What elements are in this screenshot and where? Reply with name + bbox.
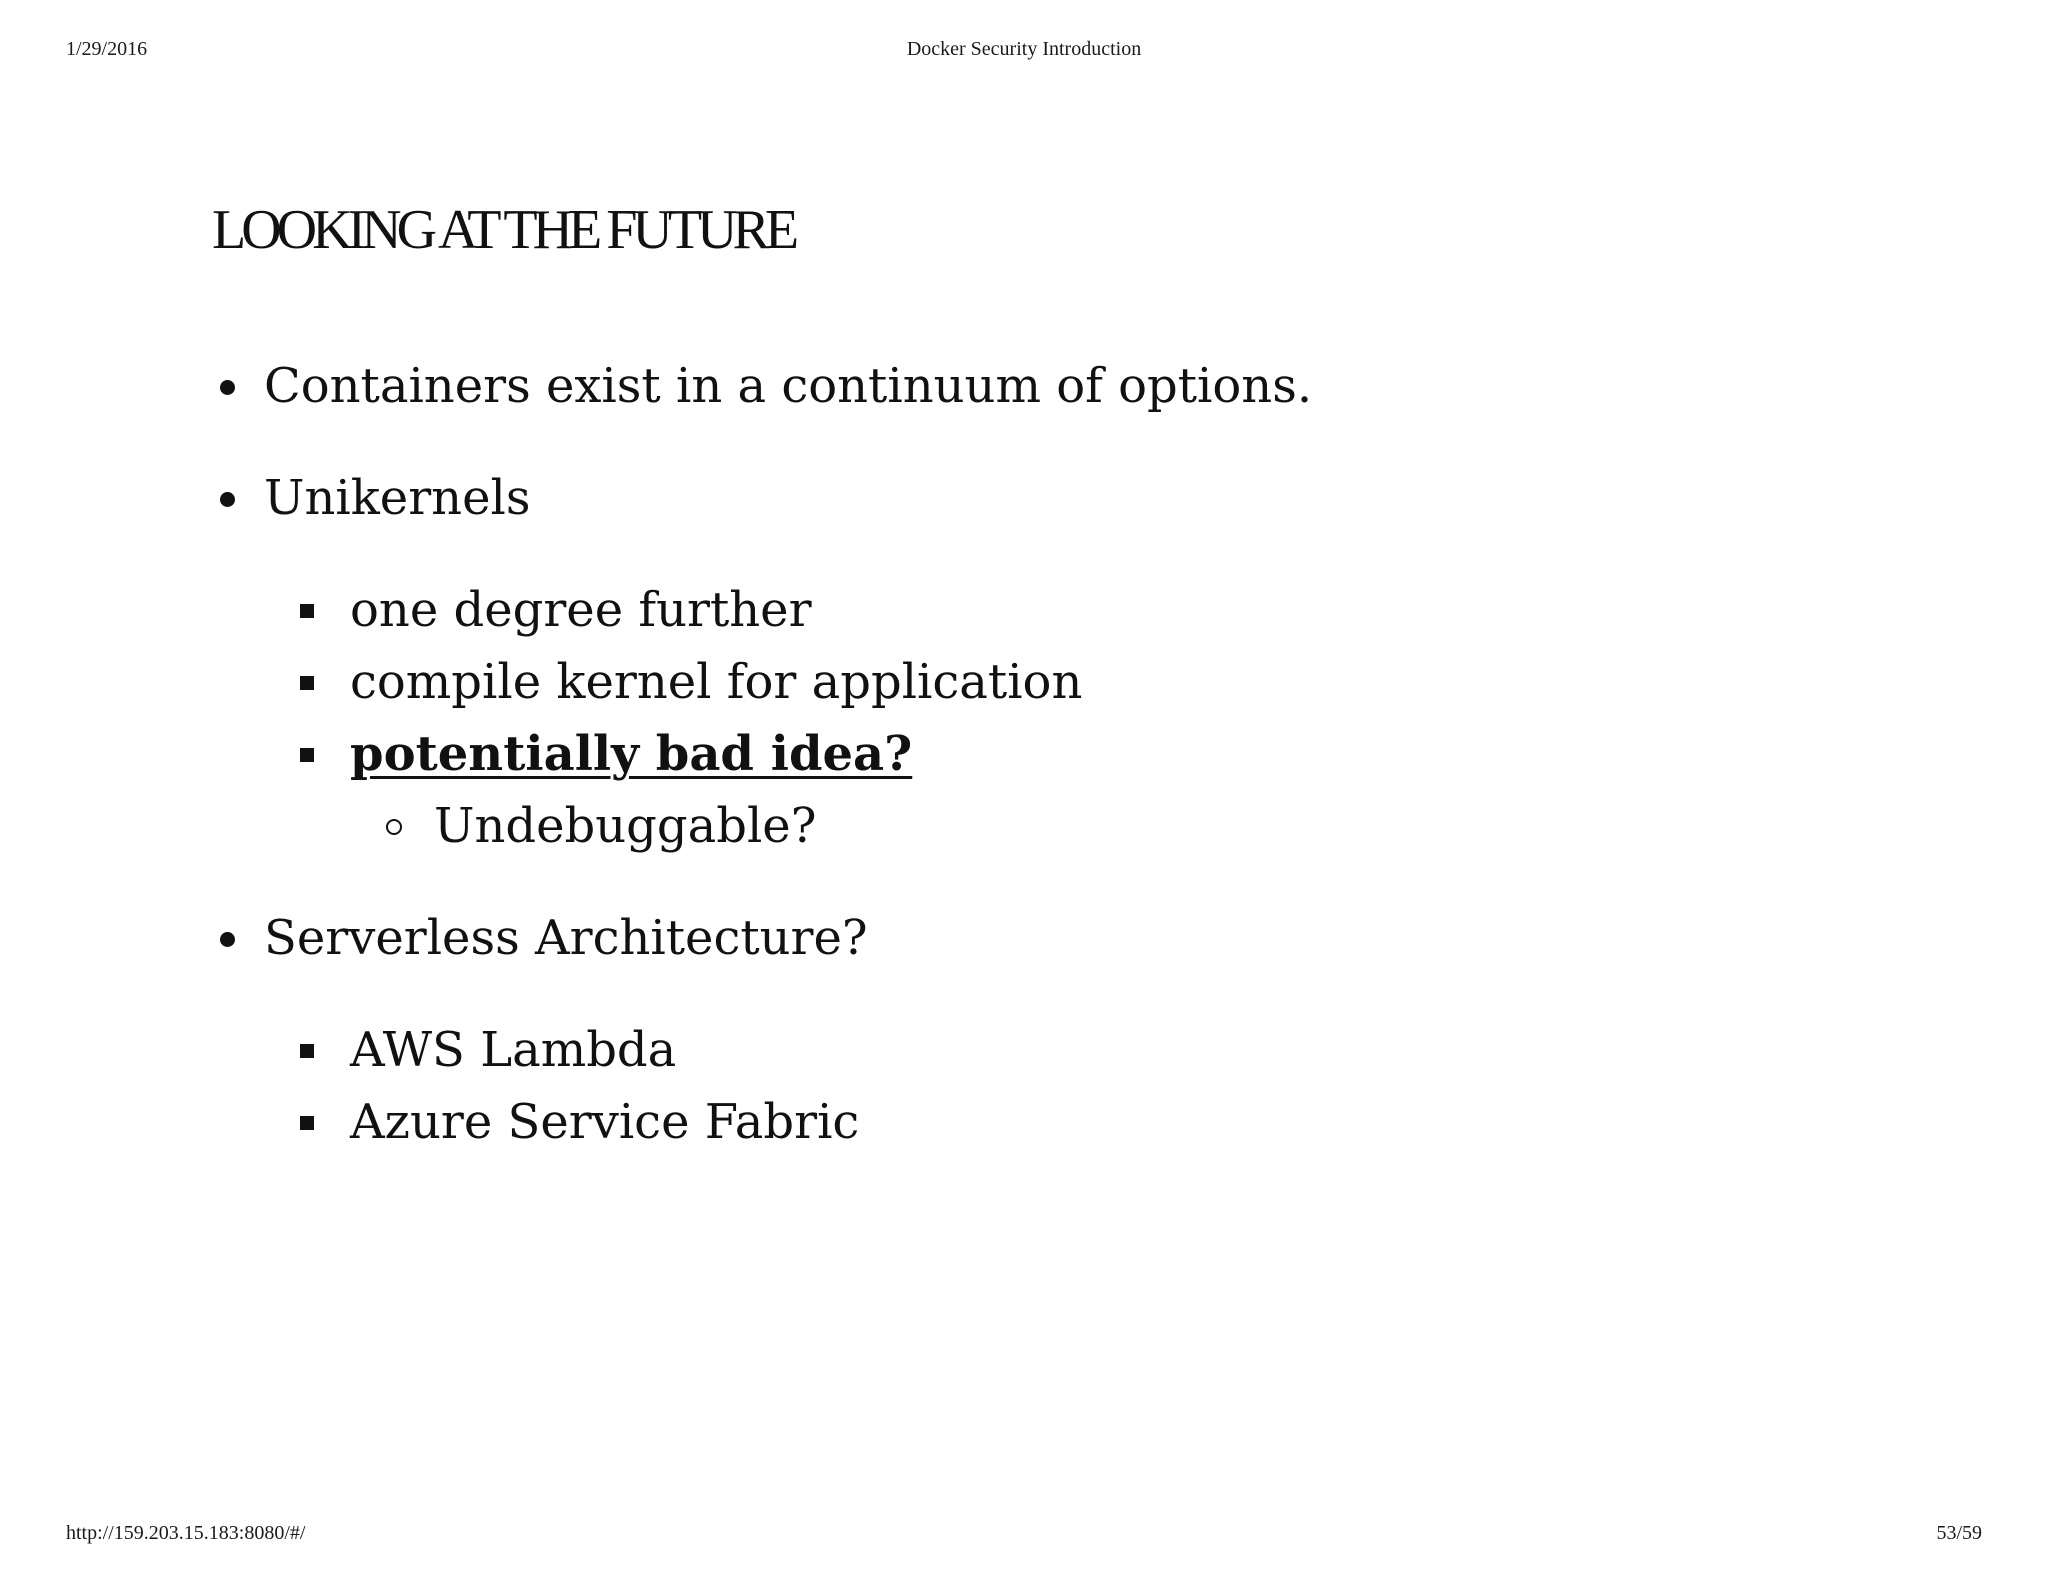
sub-sub-bullet-item: [212, 790, 1912, 862]
circle-bullet-icon: [386, 819, 402, 835]
sub-bullet-text: one degree further: [350, 582, 812, 638]
print-document-title: Docker Security Introduction: [906, 38, 1142, 60]
square-bullet-icon: [300, 1116, 314, 1130]
sub-bullet-item: [212, 1014, 1912, 1086]
sub-bullet-item: [212, 1086, 1912, 1158]
disc-bullet-icon: [220, 380, 235, 395]
sub-bullet-text: Azure Service Fabric: [350, 1094, 860, 1150]
sub-bullet-item: [212, 574, 1912, 646]
bullet-list-continued: [212, 902, 1912, 974]
slide-content: [212, 350, 1912, 1158]
bullet-item-serverless: [212, 902, 1912, 974]
sub-bullet-list-serverless: [212, 1014, 1912, 1158]
sub-bullet-text: AWS Lambda: [350, 1022, 677, 1078]
slide-title: LOOKING AT THE FUTURE: [212, 199, 795, 261]
square-bullet-icon: [300, 676, 314, 690]
bullet-text: Containers exist in a continuum of options.: [264, 358, 1313, 414]
square-bullet-icon: [300, 748, 314, 762]
print-url: http://159.203.15.183:8080/#/: [66, 1522, 306, 1544]
print-page-number: 53/59: [1936, 1522, 1982, 1544]
disc-bullet-icon: [220, 932, 235, 947]
square-bullet-icon: [300, 1044, 314, 1058]
disc-bullet-icon: [220, 492, 235, 507]
sub-bullet-item-emphasized: [212, 718, 1912, 790]
sub-bullet-text-emphasized: potentially bad idea?: [350, 726, 913, 782]
bullet-text: Unikernels: [264, 470, 531, 526]
bullet-list: [212, 350, 1912, 534]
sub-bullet-item: [212, 646, 1912, 718]
bullet-item-containers: [212, 350, 1912, 422]
bullet-item-unikernels: [212, 462, 1912, 534]
sub-bullet-text: compile kernel for application: [350, 654, 1083, 710]
sub-bullet-list-unikernels: [212, 574, 1912, 862]
bullet-text: Serverless Architecture?: [264, 910, 868, 966]
square-bullet-icon: [300, 604, 314, 618]
sub-sub-bullet-text: Undebuggable?: [434, 798, 817, 854]
print-date: 1/29/2016: [66, 38, 148, 60]
